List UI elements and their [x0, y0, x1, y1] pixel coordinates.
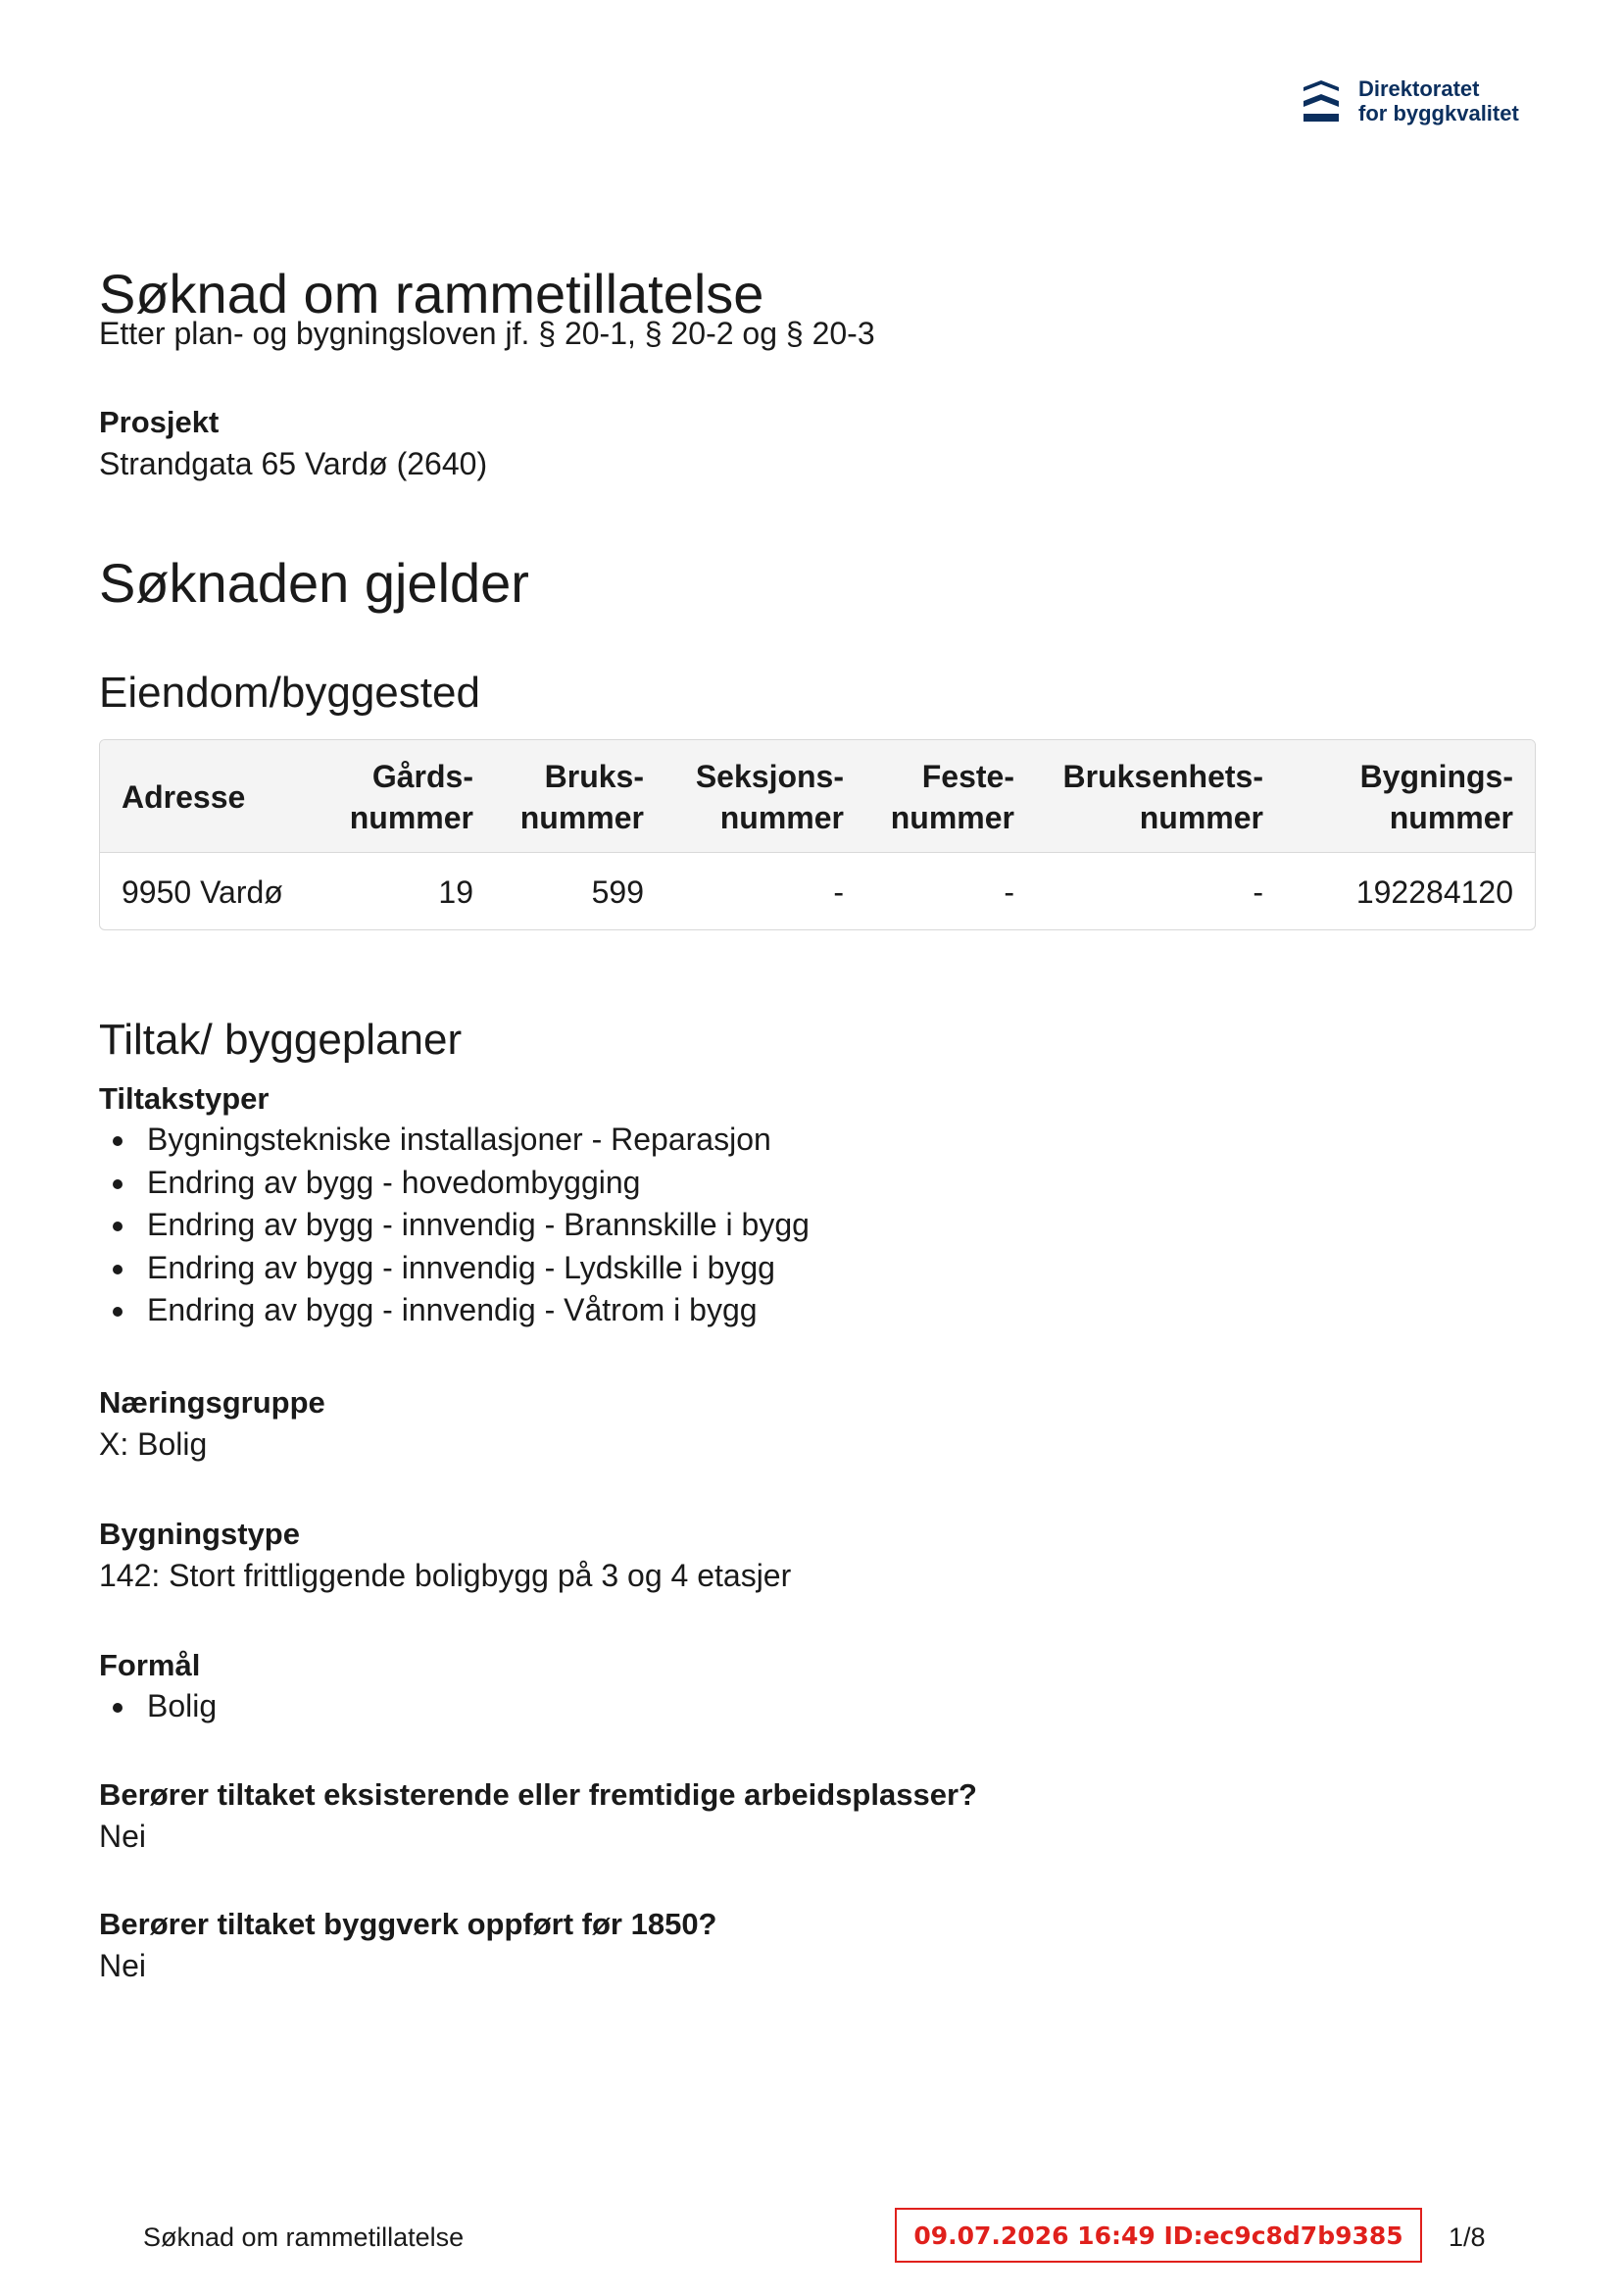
table-cell: 19 [438, 874, 473, 910]
table-cell: 599 [591, 874, 644, 910]
list-item: Endring av bygg - innvendig - Våtrom i bygg [99, 1289, 1535, 1332]
property-table [99, 739, 1536, 930]
measures-heading: Tiltak/ byggeplaner [99, 1016, 463, 1064]
list-item: Bygningstekniske installasjoner - Reparasjon [99, 1119, 1535, 1162]
column-header: Bruksenhets- nummer [1036, 740, 1285, 853]
document-body [99, 265, 1535, 1987]
column-header: Bygnings- nummer [1285, 740, 1535, 853]
industry-group-label: Næringsgruppe [99, 1384, 325, 1420]
column-header: Feste- nummer [865, 740, 1036, 853]
dibk-logo [1302, 76, 1519, 125]
footer-title: Søknad om rammetillatelse [143, 2222, 465, 2252]
pre1850-question: Berører tiltaket byggverk oppført før 1850? [99, 1907, 717, 1941]
table-cell: - [833, 874, 844, 910]
list-item: Endring av bygg - innvendig - Lydskille i bygg [99, 1247, 1535, 1290]
column-header: Bruks- nummer [495, 740, 665, 853]
logo-text [1358, 76, 1519, 125]
column-header: Seksjons- nummer [665, 740, 865, 853]
table-cell: - [1004, 874, 1014, 910]
section-heading: Søknaden gjelder [99, 552, 529, 614]
logo-mark-icon [1302, 77, 1341, 125]
logo-line-2: for byggkvalitet [1358, 101, 1519, 125]
table-cell: - [1253, 874, 1263, 910]
list-item: Endring av bygg - innvendig - Brannskille i bygg [99, 1204, 1535, 1247]
table-cell: 9950 Vardø [122, 874, 283, 910]
industry-group-value: X: Bolig [99, 1425, 208, 1462]
purpose-list [99, 1685, 1535, 1728]
page-number: 1/8 [1449, 2222, 1486, 2252]
workplaces-question: Berører tiltaket eksisterende eller fremtidige arbeidsplasser? [99, 1777, 977, 1812]
timestamp-stamp: 09.07.2026 16:49 ID:ec9c8d7b9385 [895, 2208, 1422, 2263]
building-type-label: Bygningstype [99, 1516, 300, 1551]
document-subtitle: Etter plan- og bygningsloven jf. § 20-1, § 20-2 og § 20-3 [99, 316, 875, 351]
table-cell: 192284120 [1355, 874, 1513, 910]
column-header: Gårds- nummer [315, 740, 495, 853]
building-type-value: 142: Stort frittliggende boligbygg på 3 og 4 etasjer [99, 1557, 792, 1593]
column-header: Adresse [100, 740, 315, 853]
purpose-label: Formål [99, 1647, 201, 1682]
logo-line-1: Direktoratet [1358, 76, 1480, 101]
property-table-header [100, 740, 1535, 853]
table-row [100, 853, 1535, 929]
measure-types-label: Tiltakstyper [99, 1081, 270, 1116]
property-heading: Eiendom/byggested [99, 669, 480, 717]
project-value: Strandgata 65 Vardø (2640) [99, 446, 488, 481]
workplaces-answer: Nei [99, 1819, 147, 1854]
document-title: Søknad om rammetillatelse [99, 263, 764, 324]
pre1850-answer: Nei [99, 1948, 147, 1983]
measure-types-list [99, 1119, 1535, 1332]
list-item: Endring av bygg - hovedombygging [99, 1162, 1535, 1205]
project-label: Prosjekt [99, 405, 220, 439]
list-item: Bolig [99, 1685, 1535, 1728]
